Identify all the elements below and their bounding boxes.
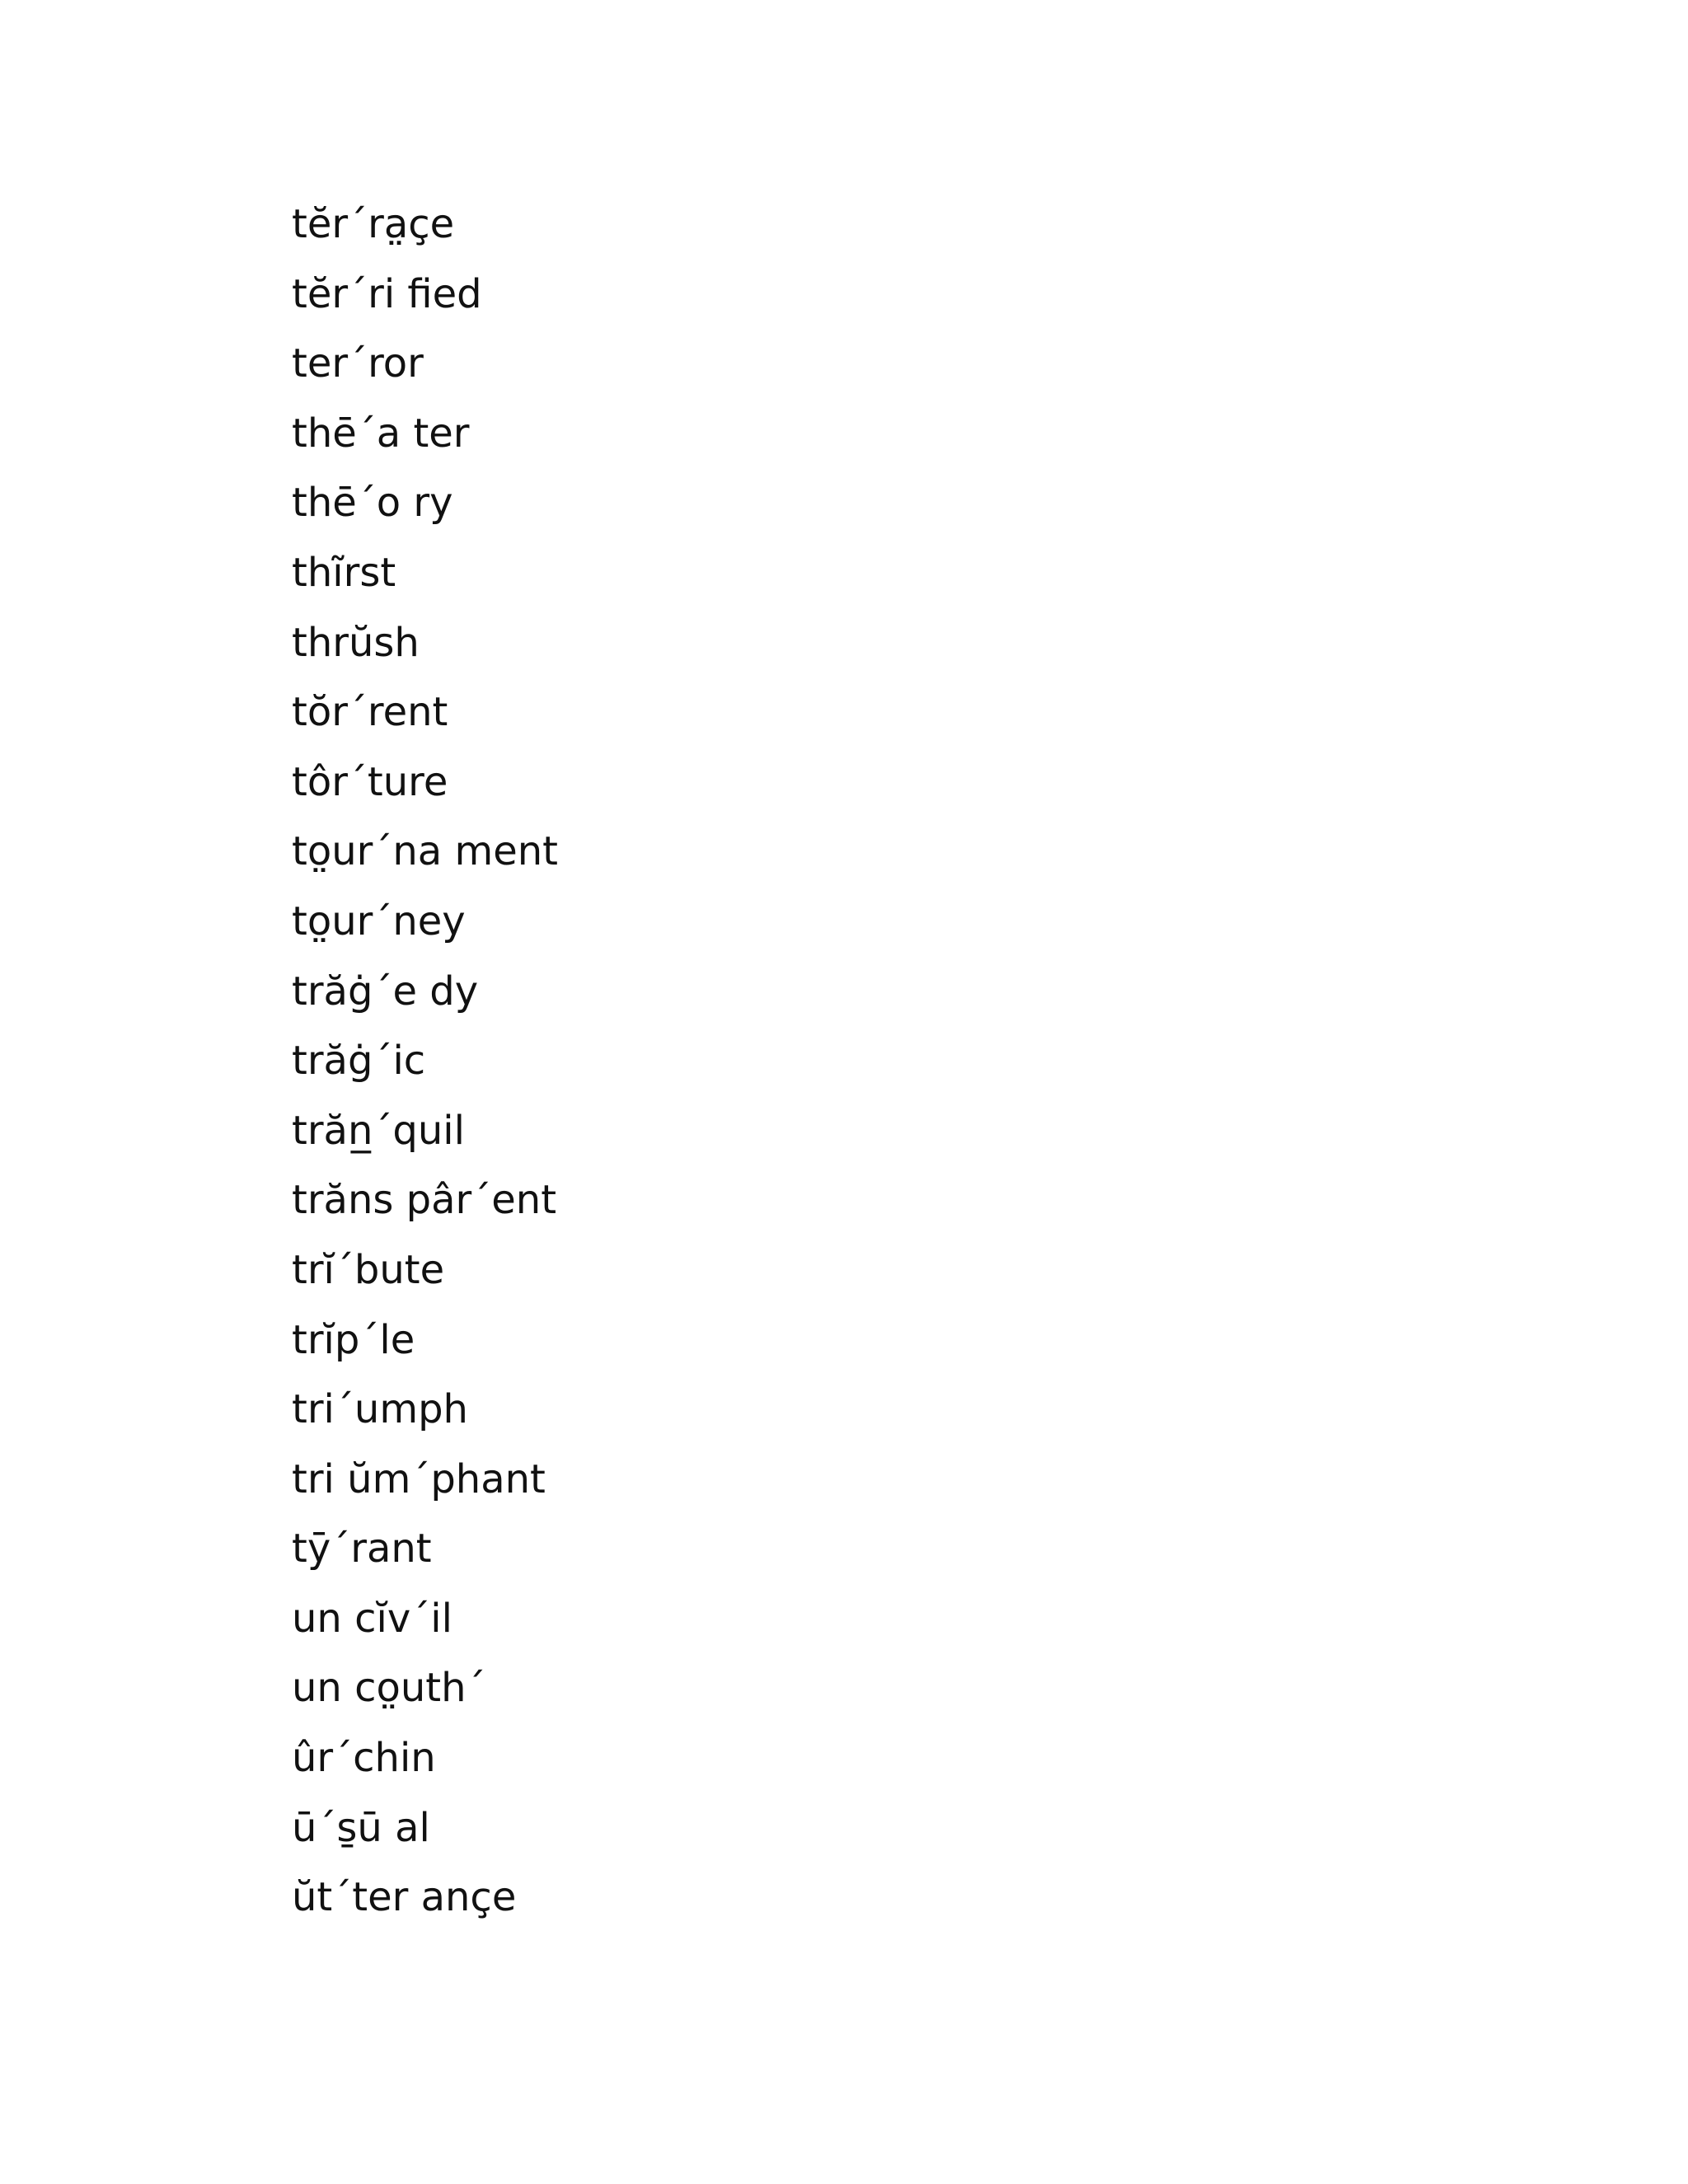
word-entry: tri ŭm´phant: [292, 1455, 546, 1502]
word-entry: thrŭsh: [292, 619, 420, 666]
word-entry: trĭp´le: [292, 1316, 415, 1363]
word-entry: tĕr´ra̤çe: [292, 201, 455, 247]
word-entry: tŏr´rent: [292, 689, 448, 736]
word-entry: tôr´ture: [292, 758, 448, 805]
word-entry: trăġ´ic: [292, 1038, 426, 1085]
word-entry: thē´o ry: [292, 480, 453, 527]
word-entry: to̤ur´na ment: [292, 828, 558, 875]
word-entry: tȳ´rant: [292, 1526, 432, 1572]
word-entry: un cĭv´il: [292, 1595, 452, 1642]
word-entry: trăns pâr´ent: [292, 1177, 557, 1224]
word-entry: tĕr´ri fied: [292, 270, 482, 317]
word-entry: ū´s̱ū al: [292, 1804, 430, 1851]
word-entry: to̤ur´ney: [292, 898, 466, 944]
word-entry: thĩrst: [292, 549, 396, 596]
word-entry: tri´umph: [292, 1386, 468, 1433]
word-entry: un co̤uth´: [292, 1665, 486, 1712]
word-entry: trăn̲´quil: [292, 1107, 465, 1154]
word-entry: ŭt´ter ançe: [292, 1874, 517, 1921]
word-entry: ter´ror: [292, 340, 424, 387]
word-entry: thē´a ter: [292, 410, 470, 457]
word-list: [292, 190, 558, 1933]
word-entry: trĭ´bute: [292, 1246, 445, 1293]
word-entry: ûr´chin: [292, 1735, 436, 1782]
word-entry: trăġ´e dy: [292, 968, 479, 1015]
